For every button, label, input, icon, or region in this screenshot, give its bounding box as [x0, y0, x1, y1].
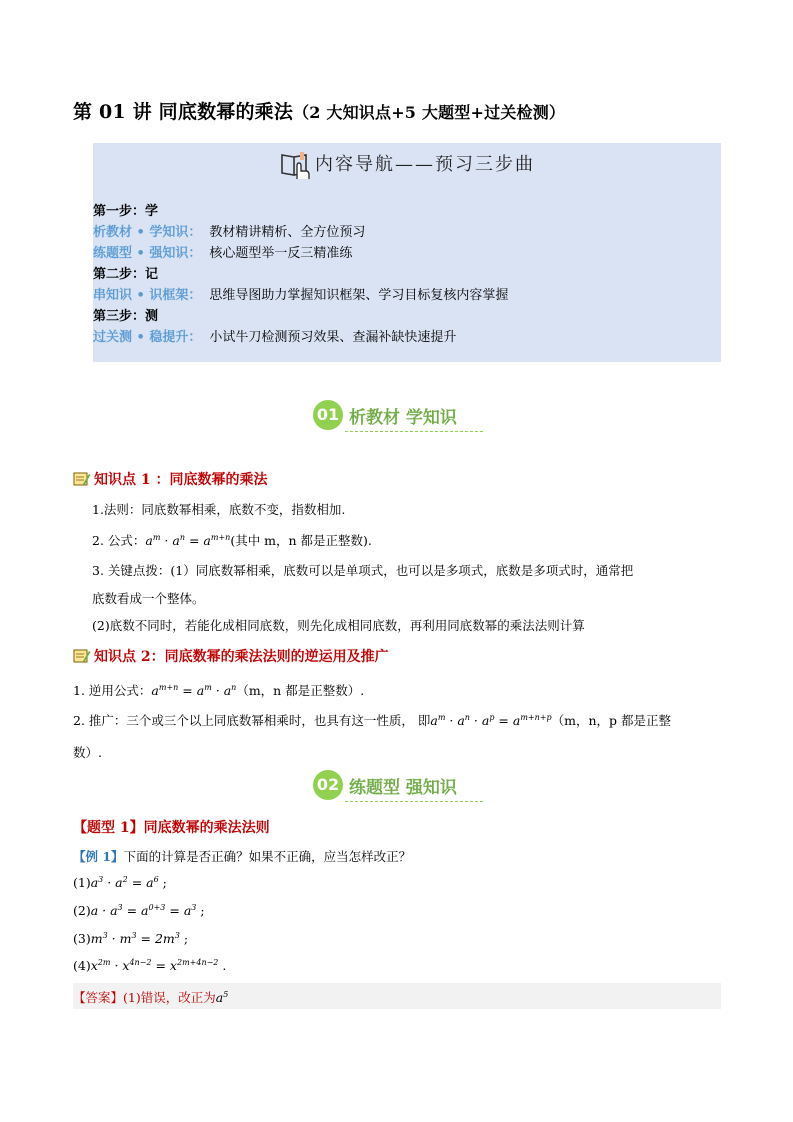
- section-01-underline: [345, 431, 483, 432]
- content-navigation-box: [93, 143, 721, 362]
- section-label: 练题型 强知识: [349, 778, 457, 798]
- example-item-3: $(3)m^3 \cdot m^3 = 2m^3$ ;: [73, 931, 189, 946]
- formula-inverse-rule: $a^{m+n} = a^m \cdot a^n$: [151, 683, 237, 698]
- nav-row-practice: 练题型 • 强知识： 核心题型举一反三精准练: [93, 246, 353, 261]
- kp1-key-point-1: 3. 关键点拨：(1）同底数幂相乘，底数可以是单项式，也可以是多项式，底数是多项式时，通常把: [92, 563, 634, 578]
- example-item-2: $(2)a \cdot a^3 = a^{0+3} = a^3$ ;: [73, 903, 205, 918]
- nav-rows: [93, 201, 721, 348]
- nav-row-learn: 析教材 • 学知识： 教材精讲精析、全方位预习: [93, 225, 366, 240]
- section-number-badge: 02: [313, 770, 343, 800]
- nav-step-3: 第三步：测: [93, 309, 159, 324]
- question-type-1-title: 【题型 1】同底数幂的乘法法则: [73, 820, 270, 836]
- nav-step-1: 第一步：学: [93, 204, 159, 219]
- nav-heading: 内容导航——预习三步曲: [93, 149, 721, 181]
- section-02-heading: [313, 770, 457, 800]
- nav-step-2: 第二步：记: [93, 267, 159, 282]
- formula-extension: $a^m \cdot a^n \cdot a^p = a^{m+n+p}$: [430, 713, 552, 728]
- kp1-formula: 2. 公式：$a^m \cdot a^n = a^{m+n}$(其中 m，n 都是正整数).: [92, 533, 372, 548]
- section-01-heading: [313, 400, 457, 430]
- answer-line: 【答案】(1)错误，改正为$a^5$: [73, 990, 229, 1005]
- formula-product-rule: $a^m \cdot a^n = a^{m+n}$: [145, 533, 231, 548]
- book-hand-icon: [279, 149, 313, 181]
- section-number-badge: 01: [313, 400, 343, 430]
- example-label: 【例 1】: [73, 849, 124, 864]
- notebook-pencil-icon: [73, 471, 91, 486]
- nav-row-framework: 串知识 • 识框架： 思维导图助力掌握知识框架、学习目标复核内容掌握: [93, 288, 509, 303]
- example-item-1: $(1)a^3 \cdot a^2 = a^6$ ;: [73, 875, 167, 890]
- answer-label: 【答案】: [73, 990, 124, 1005]
- page-subtitle: （2 大知识点+5 大题型+过关检测）: [293, 103, 566, 122]
- kp2-inverse-formula: 1. 逆用公式：$a^{m+n} = a^m \cdot a^n(m$，n 都是正整数）.: [73, 683, 365, 698]
- kp2-extension-end: 数）.: [73, 745, 102, 760]
- kp1-key-point-2: 底数看成一个整体。: [92, 591, 205, 606]
- notebook-pencil-icon: [73, 648, 91, 663]
- nav-row-test: 过关测 • 稳提升： 小试牛刀检测预习效果、查漏补缺快速提升: [93, 330, 457, 345]
- kp1-rule: 1.法则：同底数幂相乘，底数不变，指数相加.: [92, 502, 346, 517]
- knowledge-point-2-title: 知识点 2：同底数幂的乘法法则的逆运用及推广: [73, 646, 389, 666]
- example-item-4: $(4)x^{2m} \cdot x^{4n-2} = x^{2m+4n-2}$ .: [73, 958, 227, 973]
- example-1-question: 【例 1】下面的计算是否正确？如果不正确，应当怎样改正？: [73, 849, 412, 864]
- kp1-key-point-3: (2)底数不同时，若能化成相同底数，则先化成相同底数，再利用同底数幂的乘法法则计算: [92, 618, 585, 633]
- page-title: 第 01 讲 同底数幂的乘法（2 大知识点+5 大题型+过关检测）: [73, 101, 566, 123]
- knowledge-point-1-title: 知识点 1 ：同底数幂的乘法: [73, 469, 268, 489]
- section-02-underline: [345, 801, 483, 802]
- kp2-extension: 2. 推广：三个或三个以上同底数幂相乘时，也具有这一性质， 即$a^m \cdot a^n \cdot a^p = a^{m+n+p}(m$，n，p 都是正整: [73, 713, 671, 728]
- section-label: 析教材 学知识: [349, 408, 457, 428]
